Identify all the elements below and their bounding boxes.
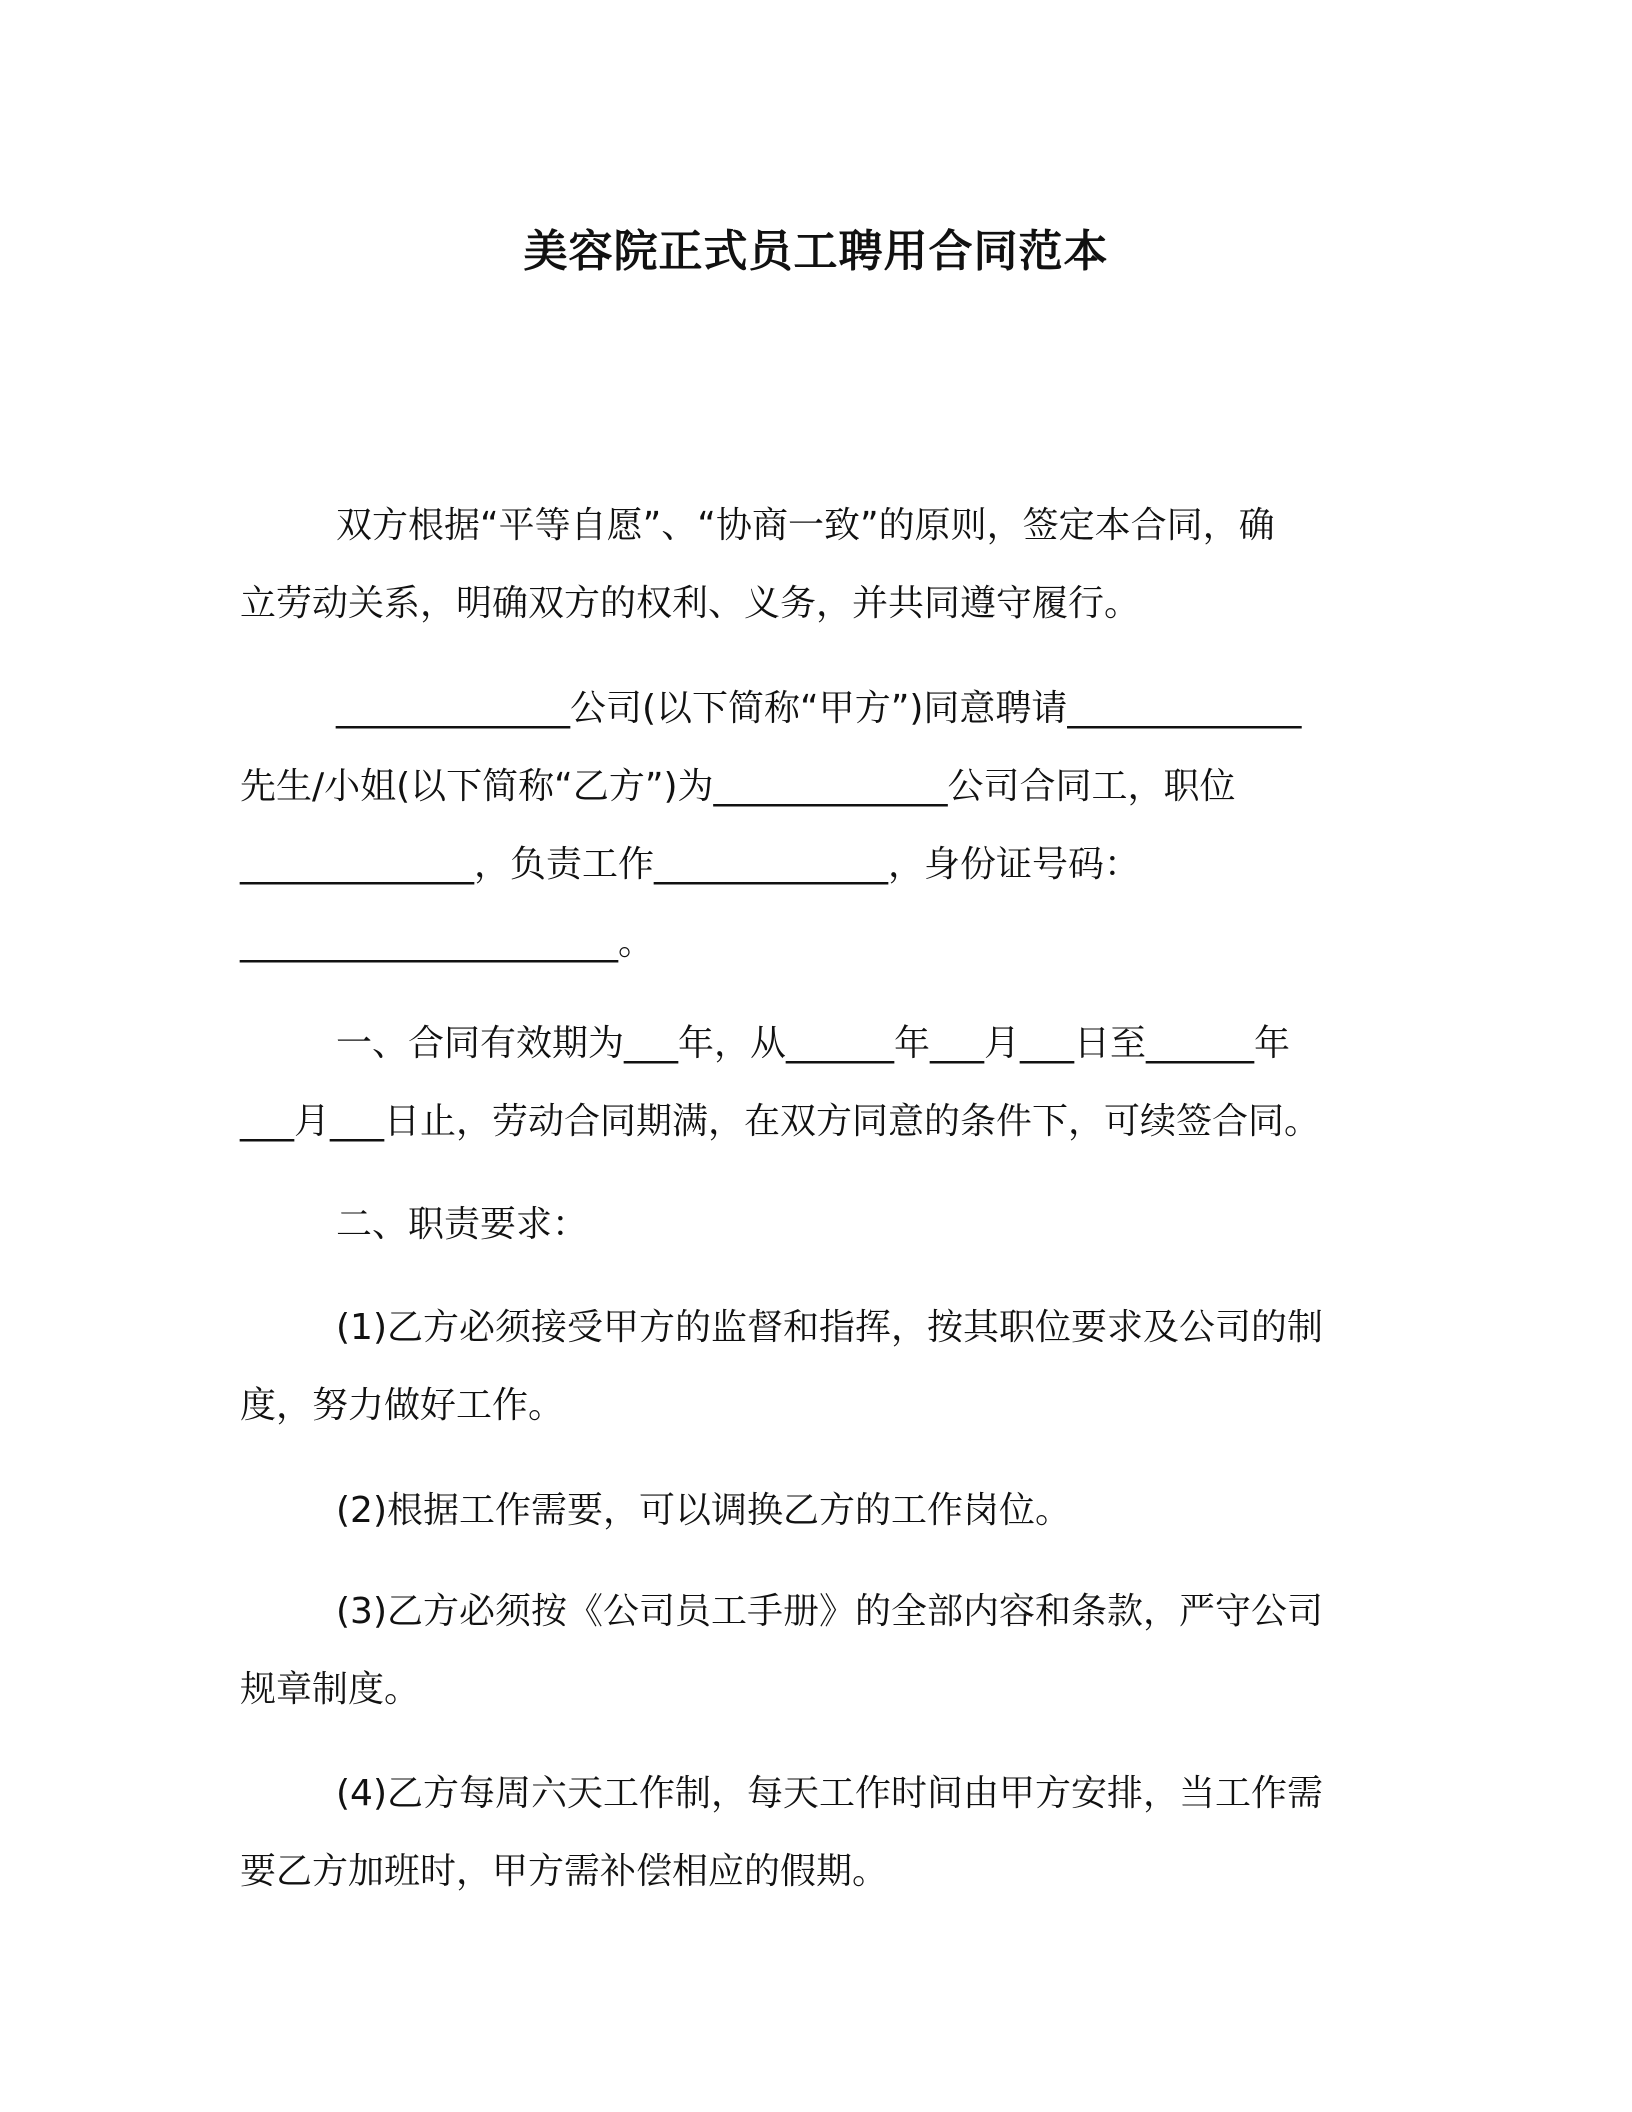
text-line: _____________，负责工作_____________，身份证号码： xyxy=(240,844,1141,885)
text-line: 立劳动关系，明确双方的权利、义务，并共同遵守履行。 xyxy=(240,583,1141,624)
text-line: 先生/小姐(以下简称“乙方”)为_____________公司合同工，职位 xyxy=(240,766,1236,807)
paragraph-item-3 xyxy=(240,1573,1390,1729)
text-line: _____________________。 xyxy=(240,922,654,963)
paragraph-parties xyxy=(240,670,1390,982)
paragraph-item-2 xyxy=(240,1472,1390,1550)
paragraph-item-1 xyxy=(240,1289,1390,1445)
text-line: (3)乙方必须按《公司员工手册》的全部内容和条款，严守公司 xyxy=(336,1591,1323,1632)
text-line: 规章制度。 xyxy=(240,1669,421,1710)
text-line: ___月___日止，劳动合同期满，在双方同意的条件下，可续签合同。 xyxy=(240,1101,1321,1142)
text-line: (2)根据工作需要，可以调换乙方的工作岗位。 xyxy=(336,1490,1071,1531)
text-line: (4)乙方每周六天工作制，每天工作时间由甲方安排，当工作需 xyxy=(336,1773,1323,1814)
text-line: 要乙方加班时，甲方需补偿相应的假期。 xyxy=(240,1851,889,1892)
paragraph-item-4 xyxy=(240,1755,1390,1911)
document-title: 美容院正式员工聘用合同范本 xyxy=(523,226,1109,277)
text-line: 度，努力做好工作。 xyxy=(240,1385,565,1426)
text-line: 双方根据“平等自愿”、“协商一致”的原则，签定本合同，确 xyxy=(336,505,1275,546)
text-line: (1)乙方必须接受甲方的监督和指挥，按其职位要求及公司的制 xyxy=(336,1307,1323,1348)
text-line: 一、合同有效期为___年，从______年___月___日至______年 xyxy=(336,1023,1291,1064)
paragraph-clause-2 xyxy=(240,1186,1390,1264)
text-line: _____________公司(以下简称“甲方”)同意聘请_____________ xyxy=(336,688,1302,729)
text-line: 二、职责要求： xyxy=(336,1204,589,1245)
paragraph-clause-1 xyxy=(240,1005,1390,1161)
paragraph-intro xyxy=(240,487,1390,643)
